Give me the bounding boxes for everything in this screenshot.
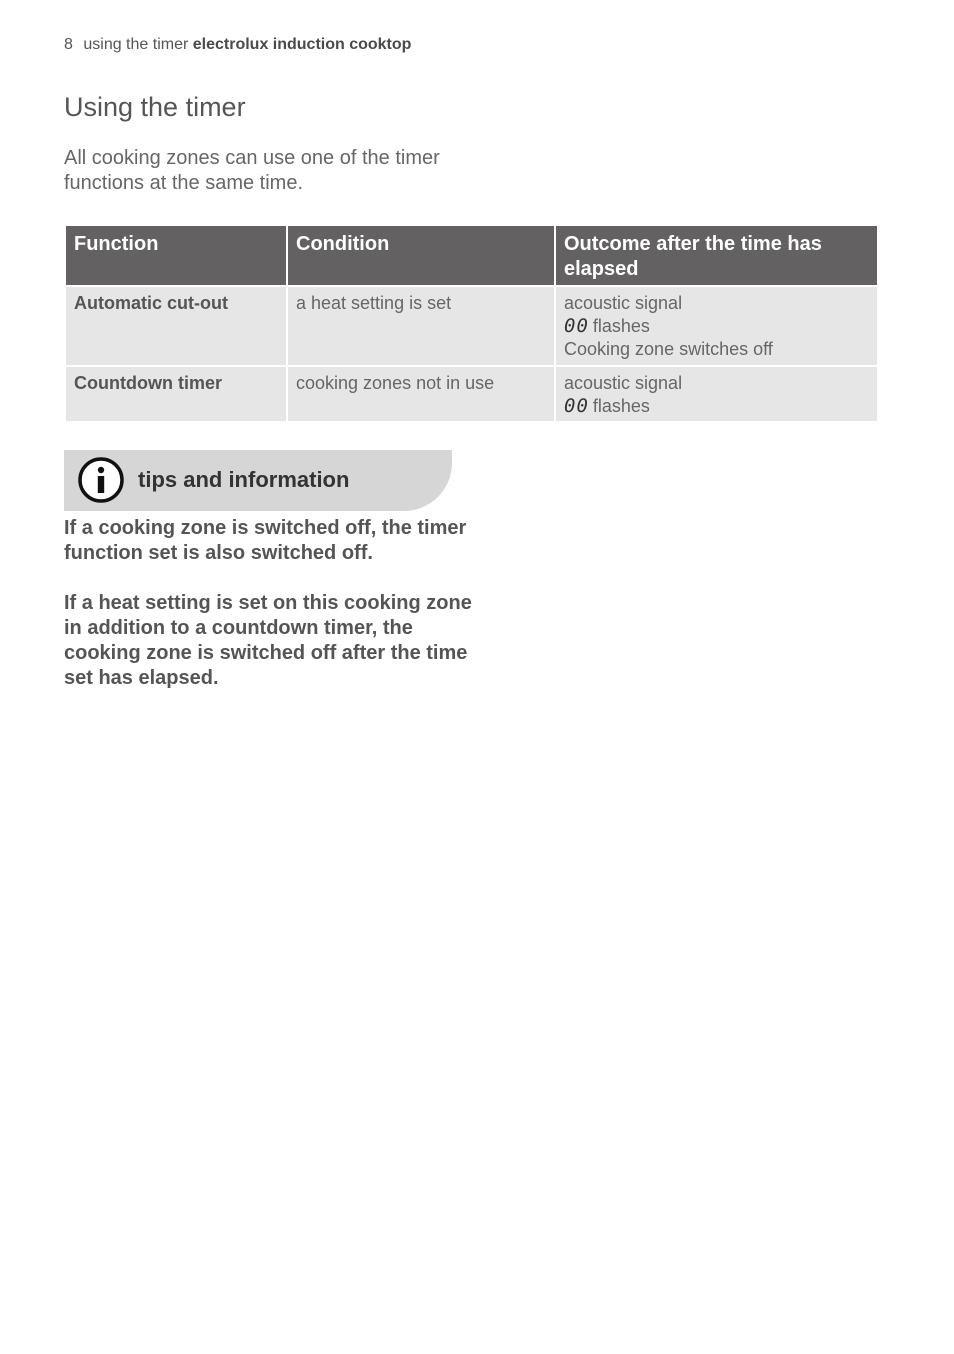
- table-row: [65, 366, 878, 422]
- page-title: Using the timer: [64, 92, 246, 122]
- outcome-cell: [555, 286, 878, 366]
- page-header: [64, 36, 411, 54]
- table-header-row: [65, 225, 878, 286]
- intro-text: All cooking zones can use one of the timer functions at the same time.: [64, 147, 440, 194]
- outcome-line: [564, 395, 869, 418]
- outcome-line: Cooking zone switches off: [564, 339, 773, 359]
- outcome-text: flashes: [592, 316, 650, 336]
- timer-functions-table: [64, 224, 879, 423]
- outcome-cell: [555, 366, 878, 422]
- function-cell: Automatic cut-out: [65, 286, 287, 366]
- info-icon: [78, 457, 124, 503]
- tips-title: tips and information: [138, 467, 350, 492]
- tips-box: [64, 450, 452, 511]
- table-row: [65, 286, 878, 366]
- column-header-function: Function: [65, 225, 287, 286]
- outcome-text: flashes: [592, 396, 650, 416]
- outcome-line: acoustic signal: [564, 293, 683, 313]
- display-readout: 00: [564, 395, 589, 417]
- condition-cell: a heat setting is set: [287, 286, 555, 366]
- brand-name: electrolux induction cooktop: [192, 36, 412, 53]
- page-number: 8: [64, 36, 73, 53]
- outcome-line: acoustic signal: [564, 373, 683, 393]
- outcome-line: [564, 315, 869, 338]
- column-header-condition: Condition: [287, 225, 555, 286]
- section-name: using the timer: [83, 36, 189, 53]
- tip-paragraph: If a heat setting is set on this cooking zone in addition to a countdown timer, the cooking zone is switched off after the time set has elapsed.: [64, 592, 472, 689]
- column-header-outcome: Outcome after the time has elapsed: [555, 225, 878, 286]
- tip-paragraph: If a cooking zone is switched off, the timer function set is also switched off.: [64, 517, 467, 564]
- display-readout: 00: [564, 315, 589, 337]
- function-cell: Countdown timer: [65, 366, 287, 422]
- condition-cell: cooking zones not in use: [287, 366, 555, 422]
